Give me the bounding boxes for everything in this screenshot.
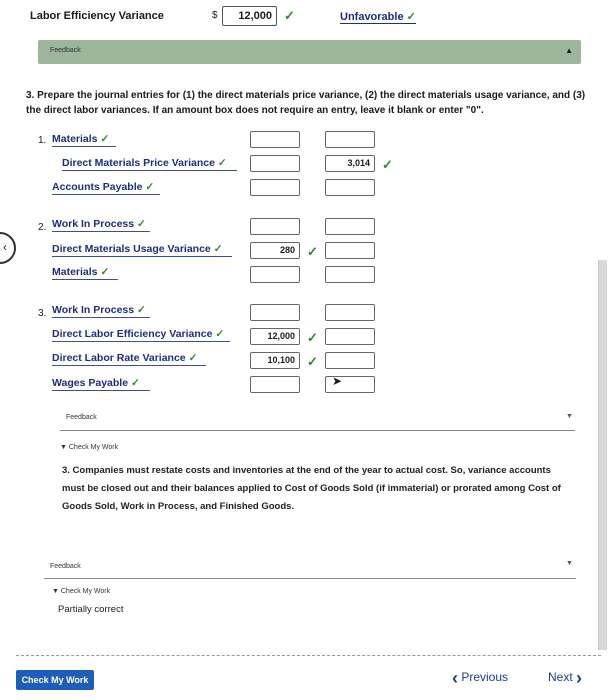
- account-select[interactable]: Direct Labor Efficiency Variance ✓: [52, 328, 230, 342]
- debit-input[interactable]: [250, 155, 300, 172]
- feedback-text: 3. Companies must restate costs and inventories at the end of the year to actual cost. So, variance accounts must be closed out and their balances applied to Cost of Goods Sold (if immaterial) or prorated among Cost of Goods Sold, Work in Process, and Finished Goods.: [62, 465, 561, 512]
- debit-input[interactable]: [250, 218, 300, 235]
- dropdown-arrow-icon[interactable]: ▼: [566, 413, 573, 420]
- labor-efficiency-amount-input[interactable]: 12,000: [222, 6, 277, 26]
- debit-input[interactable]: [250, 266, 300, 283]
- debit-input[interactable]: [250, 376, 300, 393]
- credit-input[interactable]: [325, 179, 375, 196]
- check-icon: ✓: [284, 8, 295, 23]
- chevron-left-icon: ‹: [3, 240, 7, 254]
- scrollbar[interactable]: [598, 260, 607, 650]
- credit-input[interactable]: 3,014: [325, 155, 375, 172]
- account-select[interactable]: Direct Materials Usage Variance ✓: [52, 243, 232, 257]
- feedback-result-text: Partially correct: [58, 604, 124, 615]
- chevron-right-icon: ›: [576, 668, 583, 688]
- credit-input[interactable]: [325, 328, 375, 345]
- debit-input[interactable]: 10,100: [250, 352, 300, 369]
- collapse-arrow-icon[interactable]: ▲: [565, 46, 573, 55]
- divider: [44, 578, 576, 579]
- check-my-work-toggle[interactable]: ▼ Check My Work: [60, 444, 119, 451]
- account-select[interactable]: Work In Process ✓: [52, 218, 150, 232]
- feedback-label: Feedback: [50, 47, 81, 54]
- entry-number: 2.: [38, 222, 47, 233]
- debit-input[interactable]: 280: [250, 242, 300, 259]
- credit-input[interactable]: [325, 131, 375, 148]
- account-select[interactable]: Wages Payable ✓: [52, 377, 150, 391]
- footer-divider: [16, 655, 601, 656]
- mouse-cursor-icon: ➤: [332, 374, 343, 388]
- check-icon: ✓: [406, 11, 416, 23]
- debit-input[interactable]: 12,000: [250, 328, 300, 345]
- account-select[interactable]: Direct Labor Rate Variance ✓: [52, 352, 206, 366]
- question-text: 3. Prepare the journal entries for (1) the direct materials price variance, (2) the direct materials usage variance, and (3) the direct labor variances. If an amount box does not require an entry, leave it blank or enter "0".: [26, 90, 586, 116]
- debit-input[interactable]: [250, 179, 300, 196]
- account-select[interactable]: Materials ✓: [52, 133, 116, 147]
- feedback-label: Feedback: [50, 563, 81, 570]
- side-nav-button[interactable]: [0, 232, 16, 264]
- credit-input[interactable]: [325, 242, 375, 259]
- feedback-bar-top[interactable]: [38, 40, 581, 64]
- next-button[interactable]: Next ›: [548, 668, 583, 688]
- check-icon: ✓: [382, 157, 393, 172]
- entry-number: 3.: [38, 308, 47, 319]
- divider: [60, 430, 575, 431]
- debit-input[interactable]: [250, 131, 300, 148]
- dropdown-arrow-icon[interactable]: ▼: [566, 560, 573, 567]
- check-icon: ✓: [307, 354, 318, 369]
- account-select[interactable]: Work In Process ✓: [52, 304, 150, 318]
- variance-type-value: Unfavorable: [340, 11, 404, 23]
- credit-input[interactable]: [325, 304, 375, 321]
- entry-number: 1.: [38, 135, 47, 146]
- credit-input[interactable]: [325, 352, 375, 369]
- credit-input[interactable]: [325, 266, 375, 283]
- labor-efficiency-label: Labor Efficiency Variance: [30, 10, 164, 22]
- credit-input[interactable]: [325, 218, 375, 235]
- check-icon: ✓: [307, 244, 318, 259]
- chevron-left-icon: ‹: [452, 668, 458, 688]
- variance-type-select[interactable]: [340, 10, 416, 24]
- previous-button[interactable]: ‹ Previous: [452, 668, 509, 688]
- feedback-label: Feedback: [66, 414, 97, 421]
- dollar-sign: $: [212, 10, 218, 21]
- account-select[interactable]: Materials ✓: [52, 266, 118, 280]
- check-my-work-toggle[interactable]: ▼ Check My Work: [52, 588, 111, 595]
- check-icon: ✓: [307, 330, 318, 345]
- check-my-work-button[interactable]: Check My Work: [16, 670, 94, 690]
- debit-input[interactable]: [250, 304, 300, 321]
- account-select[interactable]: Accounts Payable ✓: [52, 181, 160, 195]
- account-select[interactable]: Direct Materials Price Variance ✓: [62, 157, 237, 171]
